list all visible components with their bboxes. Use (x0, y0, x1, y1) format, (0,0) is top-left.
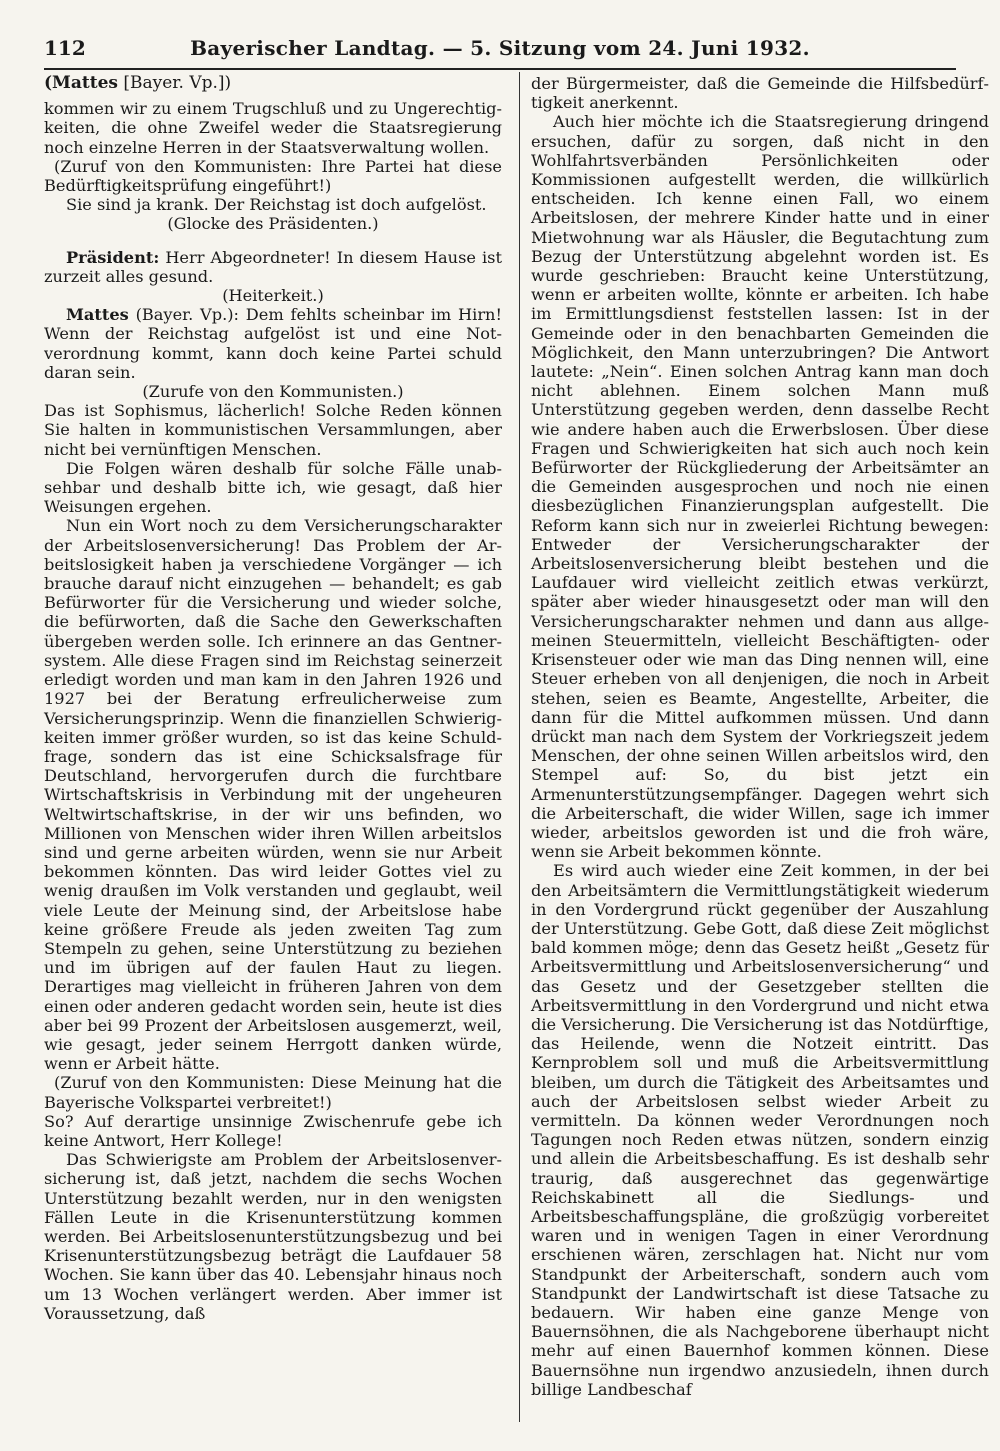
statement-text: Dem fehlts scheinbar im Hirn! Wenn der Reichstag aufgelöst ist und eine Notverordnung kommt, kann doch keine Partei schuld daran sein. (44, 305, 502, 382)
right-column (531, 74, 989, 1434)
paragraph: Das Schwierigste am Problem der Arbeitslosenversicherung ist, daß jetzt, nachdem die sechs Wochen Unterstützung bezahlt werden, nur in den wenigsten Fällen Leute in die Krisenunterstützung kommen werden. Bei Arbeitslosenunterstützungsbezug und bei Krisenunterstützungsbezug beträgt die Laufdauer 58 Wochen. Sie kann über das 40. Lebensjahr hinaus noch um 13 Wochen verlängert werden. Aber immer ist Voraussetzung, daß (44, 1150, 502, 1323)
interjection: (Zuruf von den Kommunisten: Ihre Partei hat diese Bedürftigkeitsprüfung eingeführt!) (44, 156, 502, 196)
paragraph: der Bürgermeister, daß die Gemeinde die Hilfsbedürftigkeit anerkennt. (531, 74, 989, 113)
paragraph: Die Folgen wären deshalb für solche Fälle unabsehbar und deshalb bitte ich, wie gesagt, daß hier Weisungen ergehen. (44, 458, 502, 517)
speaker-party: (Bayer. Vp.): (135, 305, 239, 325)
left-column (44, 74, 502, 1434)
paragraph: Das ist Sophismus, lächerlich! Solche Reden können Sie halten in kommunistischen Versammlungen, aber nicht bei vernünftigen Menschen. (44, 401, 502, 459)
column-divider (519, 72, 520, 1422)
stage-direction: (Heiterkeit.) (222, 286, 324, 306)
speaker-statement (44, 305, 502, 382)
continuation-header (44, 74, 502, 93)
stage-direction: (Glocke des Präsidenten.) (167, 214, 379, 234)
running-header (44, 34, 956, 70)
speaker-name: Mattes (66, 305, 129, 325)
speaker-name: (Mattes (44, 73, 118, 93)
president-statement (44, 248, 502, 286)
page-number: 112 (44, 36, 86, 60)
interjection: (Zuruf von den Kommunisten: Diese Meinung hat die Bayerische Volkspartei verbreitet!) (44, 1073, 502, 1112)
paragraph: kommen wir zu einem Trugschluß und zu Ungerechtigkeiten, die ohne Zweifel weder die Staatsregierung noch einzelne Herren in der Staatsverwaltung wollen. (44, 99, 502, 157)
paragraph: Auch hier möchte ich die Staatsregierung dringend ersuchen, dafür zu sorgen, daß nicht in den Wohlfahrtsverbänden Persönlichkeiten oder Kommissionen aufgestellt werden, die willkürlich entscheiden. Ich kenne einen Fall, wo einem Arbeitslosen, der mehrere Kinder hatte und in einer Mietwohnung war als Häusler, die Begutachtung zum Bezug der Unterstützung abgelehnt worden ist. Es wurde geschrieben: Braucht keine Unterstützung, wenn er arbeiten wollte, könnte er arbeiten. Ich habe im Ermittlungsdienst feststellen lassen: Ist in der Gemeinde oder in den benachbarten Gemeinden die Möglichkeit, den Mann unterzubringen? Die Antwort lautete: „Nein“. Einen solchen Antrag kann man doch nicht ablehnen. Einem solchen Mann muß Unterstützung gegeben werden, denn dasselbe Recht wie andere haben auch die Erwerbslosen. Über diese Fragen und Schwierigkeiten hat sich auch noch kein Befürworter der Rückgliederung der Arbeitsämter an die Gemeinden ausgesprochen und noch nie einen diesbezüglichen Finanzierungsplan aufgestellt. Die Reform kann sich nur in zweierlei Richtung bewegen: Entweder der Versicherungscharakter der Arbeitslosenversicherung bleibt bestehen und die Laufdauer wird vielleicht zeitlich etwas verkürzt, später aber wieder hinausgesetzt oder man will den Versicherungscharakter nehmen und dann aus allgemeinen Steuermitteln, vielleicht Beschäftigten- oder Krisensteuer oder wie man das Ding nennen will, eine Steuer erheben von all denjenigen, die noch in Arbeit stehen, seien es Beamte, Angestellte, Arbeiter, die dann für die Mittel aufkommen müssen. Und dann drückt man nach dem System der Vorkriegszeit jedem Menschen, der ohne seinen Willen arbeitslos wird, den Stempel auf: So, du bist jetzt ein Armenunterstützungsempfänger. Dagegen wehrt sich die Arbeiterschaft, die wider Willen, sage ich immer wieder, arbeitslos geworden ist und die froh wäre, wenn sie Arbeit bekommen könnte. (531, 112, 989, 862)
stage-direction: (Zurufe von den Kommunisten.) (142, 382, 404, 402)
paragraph: Nun ein Wort noch zu dem Versicherungscharakter der Arbeitslosenversicherung! Das Problem der Arbeitslosigkeit haben ja verschiedene Vorgänger — ich brauche darauf nicht einzugehen — behandelt; es gab Befürworter für die Versicherung und wieder solche, die befürworten, daß die Sache den Gewerkschaften übergeben werden solle. Ich erinnere an das Gentnersystem. Alle diese Fragen sind im Reichstag seinerzeit erledigt worden und man kam in den Jahren 1926 und 1927 bei der Beratung erfreulicherweise zum Versicherungsprinzip. Wenn die finanziellen Schwierigkeiten immer größer wurden, so ist das keine Schuldfrage, sondern das ist eine Schicksalsfrage für Deutschland, hervorgerufen durch die furchtbare Wirtschaftskrisis in Verbindung mit der ungeheuren Weltwirtschaftskrise, in der wir uns befinden, wo Millionen von Menschen wider ihren Willen arbeitslos sind und gerne arbeiten würden, wenn sie nur Arbeit bekommen könnten. Das wird leider Gottes viel zu wenig draußen im Volk verstanden und geglaubt, weil viele Leute der Meinung sind, der Arbeitslose habe keine größere Freude als jeden zweiten Tag zum Stempeln zu gehen, seine Unterstützung zu beziehen und im übrigen auf der faulen Haut zu liegen. Derartiges mag vielleicht in früheren Jahren von dem einen oder anderen gedacht worden sein, heute ist dies aber bei 99 Prozent der Arbeitslosen ausgemerzt, weil, wie gesagt, jeder seinem Herrgott danken würde, wenn er Arbeit hätte. (44, 516, 502, 1074)
paragraph: So? Auf derartige unsinnige Zwischenrufe gebe ich keine Antwort, Herr Kollege! (44, 1111, 502, 1150)
paragraph: Es wird auch wieder eine Zeit kommen, in der bei den Arbeitsämtern die Vermittlungstätigkeit wiederum in den Vordergrund rückt gegenüber der Auszahlung der Unterstützung. Gebe Gott, daß diese Zeit möglichst bald kommen möge; denn das Gesetz heißt „Gesetz für Arbeitsvermittlung und Arbeitslosenversicherung“ und das Gesetz und der Gesetzgeber stellten die Arbeitsvermittlung in den Vordergrund und nicht etwa die Versicherung. Die Versicherung ist das Notdürftige, das Heilende, wenn die Notzeit eintritt. Das Kernproblem soll und muß die Arbeitsvermittlung bleiben, um durch die Tätigkeit des Arbeitsamtes und auch der Arbeitslosen selbst wieder Arbeit zu vermitteln. Da können weder Verordnungen noch Tagungen noch Reden etwas nützen, sondern einzig und allein die Arbeitsbeschaffung. Es ist deshalb sehr traurig, daß ausgerechnet das gegenwärtige Reichskabinett all die Siedlungs- und Arbeitsbeschaffungspläne, die großzügig vorbereitet waren und in wenigen Tagen in einer Verordnung erschienen wären, zerschlagen hat. Nicht nur vom Standpunkt der Arbeiterschaft, sondern auch vom Standpunkt der Landwirtschaft ist diese Tatsache zu bedauern. Wir haben eine ganze Menge von Bauernsöhnen, die als Nachgeborene überhaupt nicht mehr auf einen Bauernhof kommen können. Diese Bauernsöhne nun irgendwo anzusiedeln, ihnen durch billige Landbeschaf (531, 861, 989, 1399)
statement-text: Herr Abgeordneter! In diesem Hause ist zurzeit alles gesund. (44, 247, 502, 286)
running-title: Bayerischer Landtag. — 5. Sitzung vom 24. Juni 1932. (190, 36, 810, 60)
speaker-name: Präsident: (66, 247, 160, 267)
paragraph: Sie sind ja krank. Der Reichstag ist doch aufgelöst. (66, 195, 487, 215)
speaker-party: [Bayer. Vp.]) (123, 73, 232, 93)
